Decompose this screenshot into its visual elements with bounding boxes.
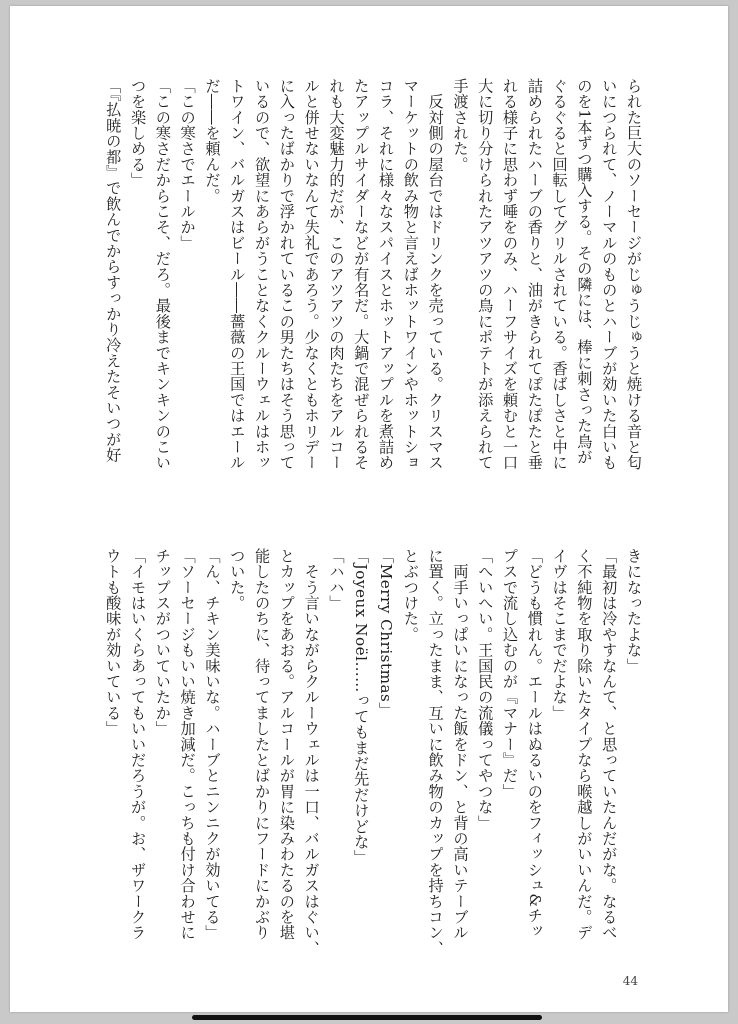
text-line: ウトも酸味が効いている」 xyxy=(104,548,123,737)
text-line: ぐるぐると回転してグリルされている。香ばしさと中に xyxy=(550,78,569,471)
text-line: 詰められたハーブの香りと、油がきられてぽたぽたと垂 xyxy=(525,78,544,471)
text-line: 「Joyeux Noël……ってもまだ先だけどな」 xyxy=(352,548,371,866)
text-line: 手渡された。 xyxy=(451,78,470,173)
book-page xyxy=(10,6,728,1012)
text-line: 大に切り分けられたアツアツの鳥にポテトが添えられて xyxy=(476,78,495,471)
text-line: 「イモはいくらあってもいいだろうが。お、ザワークラ xyxy=(129,548,148,941)
text-line: 「Merry Christmas」 xyxy=(377,548,396,719)
text-line: とぶつけた。 xyxy=(401,548,420,643)
text-line: 「最初は冷やすなんて、と思っていたんだがな。なるべ xyxy=(600,548,619,941)
text-line: きになったよな」 xyxy=(625,548,643,674)
text-line: 「ソーセージもいい焼き加減だ。こっちも付け合わせに xyxy=(178,548,197,941)
text-line: 「ん、チキン美味いな。ハーブとニンニクが効いてる」 xyxy=(203,548,222,941)
text-line: れも大変魅力的だが、このアツアツの肉たちをアルコー xyxy=(327,78,346,471)
lower-text-block xyxy=(100,548,646,958)
text-line: イヴはそこまでだよな」 xyxy=(550,548,569,721)
text-line: マーケットの飲み物と言えばホットワインやホットショ xyxy=(401,78,420,471)
text-line: れる様子に思わず唾をのみ、ハーフサイズを頼むと一口 xyxy=(501,78,520,471)
text-line: いるので、欲望にあらがうことなくクルーウェルはホッ xyxy=(253,78,272,471)
text-line: 両手いっぱいになった飯をドン、と背の高いテーブル xyxy=(451,548,470,941)
text-line: に入ったばかりで浮かれているこの男たちはそう思って xyxy=(277,78,296,471)
text-line: ついた。 xyxy=(228,548,247,611)
text-line: プスで流し込むのが『マナー』だ」 xyxy=(501,548,520,800)
text-line: 「へいへい。王国民の流儀ってやつな」 xyxy=(476,548,495,831)
text-line: 反対側の屋台ではドリンクを売っている。クリスマス xyxy=(426,78,445,471)
text-line: コラ、それに様々なスパイスとホットアップルを煮詰め xyxy=(377,78,396,471)
text-line: のを1本ずつ購入する。その隣には、棒に刺さった鳥が xyxy=(575,78,594,465)
text-line: つを楽しめる」 xyxy=(129,78,148,188)
upper-text-block xyxy=(100,78,646,488)
text-line: いにつられて、ノーマルのものとハーブが効いた白いも xyxy=(600,78,619,471)
text-line: だ――を頼んだ。 xyxy=(203,78,222,204)
text-line: 「この寒さでエールか」 xyxy=(178,78,197,251)
text-line: ルと併せないなんて失礼であろう。少なくともホリデー xyxy=(302,78,321,471)
text-line: チップスがついていたか」 xyxy=(153,548,172,737)
home-indicator[interactable] xyxy=(192,1015,542,1020)
text-line: 「ハハ」 xyxy=(327,548,346,611)
text-line: 「『払暁の都』で飲んでからすっかり冷えたそいつが好 xyxy=(104,78,123,463)
text-line: く不純物を取り除いたタイプなら喉越しがいいんだ。デ xyxy=(575,548,594,941)
text-line: 「この寒さだからこそ、だろ。最後までキンキンのこい xyxy=(153,78,172,471)
text-line: 能したのちに、待ってましたとばかりにフードにかぶり xyxy=(253,548,272,941)
text-line: られた巨大のソーセージがじゅうじゅうと焼ける音と匂 xyxy=(625,78,643,471)
text-line: とカップをあおる。アルコールが胃に染みわたるのを堪 xyxy=(277,548,296,941)
text-line: に置く。立ったまま、互いに飲み物のカップを持ちコン、 xyxy=(426,548,445,957)
page-number: 44 xyxy=(622,974,638,988)
text-line: トワイン、バルガスはビール――薔薇の王国ではエール xyxy=(228,78,247,471)
text-line: 「どうも慣れん。エールはぬるいのをフィッシュ&チッ xyxy=(525,548,544,939)
text-line: たアップルサイダーなどが有名だ。大鍋で混ぜられるそ xyxy=(352,78,371,471)
text-line: そう言いながらクルーウェルは一口、バルガスはぐい、 xyxy=(302,548,321,957)
